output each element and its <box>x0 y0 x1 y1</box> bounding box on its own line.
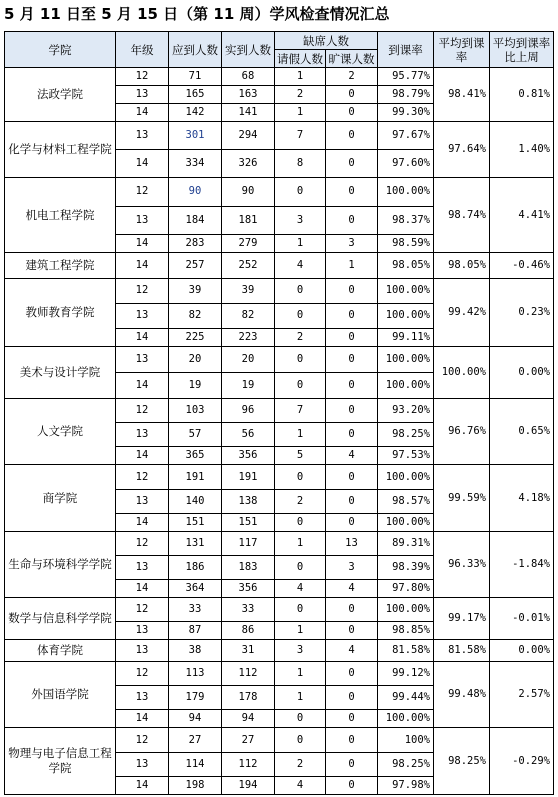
change-cell: -0.01% <box>490 597 554 639</box>
leave-cell: 4 <box>275 579 326 597</box>
actual-cell: 294 <box>222 122 275 150</box>
expected-cell: 57 <box>169 423 222 447</box>
header-grade: 年级 <box>116 32 169 68</box>
leave-cell: 0 <box>275 178 326 206</box>
rate-cell: 98.57% <box>378 489 434 513</box>
expected-cell: 198 <box>169 776 222 794</box>
expected-cell: 257 <box>169 252 222 278</box>
rate-cell: 100.00% <box>378 465 434 489</box>
truant-cell: 4 <box>326 447 378 465</box>
expected-cell: 191 <box>169 465 222 489</box>
actual-cell: 178 <box>222 686 275 710</box>
avg-rate-cell: 81.58% <box>434 640 490 662</box>
expected-cell: 20 <box>169 347 222 373</box>
leave-cell: 0 <box>275 513 326 531</box>
college-name-cell: 机电工程学院 <box>5 178 116 252</box>
expected-cell: 365 <box>169 447 222 465</box>
change-cell: 4.18% <box>490 465 554 531</box>
rate-cell: 93.20% <box>378 399 434 423</box>
leave-cell: 4 <box>275 776 326 794</box>
avg-rate-cell: 98.74% <box>434 178 490 252</box>
truant-cell: 0 <box>326 465 378 489</box>
grade-cell: 14 <box>116 328 169 346</box>
rate-cell: 100.00% <box>378 373 434 399</box>
rate-cell: 98.39% <box>378 555 434 579</box>
expected-cell: 27 <box>169 728 222 752</box>
expected-cell: 165 <box>169 86 222 104</box>
expected-cell: 82 <box>169 303 222 328</box>
grade-cell: 12 <box>116 662 169 686</box>
college-name-cell: 美术与设计学院 <box>5 347 116 399</box>
actual-cell: 33 <box>222 597 275 621</box>
avg-rate-cell: 97.64% <box>434 122 490 178</box>
actual-cell: 117 <box>222 531 275 555</box>
truant-cell: 0 <box>326 752 378 776</box>
actual-cell: 39 <box>222 278 275 303</box>
rate-cell: 97.53% <box>378 447 434 465</box>
college-name-cell: 物理与电子信息工程学院 <box>5 728 116 795</box>
truant-cell: 0 <box>326 710 378 728</box>
grade-cell: 12 <box>116 597 169 621</box>
leave-cell: 0 <box>275 278 326 303</box>
grade-cell: 13 <box>116 86 169 104</box>
truant-cell: 3 <box>326 555 378 579</box>
actual-cell: 96 <box>222 399 275 423</box>
rate-cell: 100.00% <box>378 278 434 303</box>
college-name-cell: 化学与材料工程学院 <box>5 122 116 178</box>
truant-cell: 0 <box>326 206 378 234</box>
attendance-table <box>4 31 554 795</box>
leave-cell: 5 <box>275 447 326 465</box>
truant-cell: 3 <box>326 234 378 252</box>
change-cell: 2.57% <box>490 662 554 728</box>
leave-cell: 1 <box>275 104 326 122</box>
grade-cell: 14 <box>116 710 169 728</box>
header-actual: 实到人数 <box>222 32 275 68</box>
grade-cell: 12 <box>116 531 169 555</box>
grade-cell: 12 <box>116 399 169 423</box>
grade-cell: 14 <box>116 150 169 178</box>
avg-rate-cell: 100.00% <box>434 347 490 399</box>
leave-cell: 0 <box>275 347 326 373</box>
change-cell: 0.65% <box>490 399 554 465</box>
table-row <box>5 465 554 489</box>
avg-rate-cell: 96.33% <box>434 531 490 597</box>
rate-cell: 98.37% <box>378 206 434 234</box>
table-row <box>5 531 554 555</box>
leave-cell: 0 <box>275 373 326 399</box>
actual-cell: 68 <box>222 68 275 86</box>
table-row <box>5 347 554 373</box>
expected-cell: 301 <box>169 122 222 150</box>
table-header <box>5 32 554 68</box>
actual-cell: 94 <box>222 710 275 728</box>
change-cell: -0.29% <box>490 728 554 795</box>
avg-rate-cell: 98.05% <box>434 252 490 278</box>
expected-cell: 334 <box>169 150 222 178</box>
college-name-cell: 生命与环境科学学院 <box>5 531 116 597</box>
truant-cell: 0 <box>326 373 378 399</box>
truant-cell: 0 <box>326 622 378 640</box>
truant-cell: 0 <box>326 104 378 122</box>
actual-cell: 112 <box>222 752 275 776</box>
leave-cell: 8 <box>275 150 326 178</box>
rate-cell: 100.00% <box>378 303 434 328</box>
truant-cell: 0 <box>326 686 378 710</box>
expected-cell: 39 <box>169 278 222 303</box>
leave-cell: 3 <box>275 640 326 662</box>
avg-rate-cell: 98.25% <box>434 728 490 795</box>
rate-cell: 97.80% <box>378 579 434 597</box>
truant-cell: 0 <box>326 423 378 447</box>
change-cell: 4.41% <box>490 178 554 252</box>
leave-cell: 2 <box>275 86 326 104</box>
change-cell: 0.81% <box>490 68 554 122</box>
rate-cell: 99.12% <box>378 662 434 686</box>
grade-cell: 14 <box>116 776 169 794</box>
table-row <box>5 399 554 423</box>
expected-cell: 131 <box>169 531 222 555</box>
header-expected: 应到人数 <box>169 32 222 68</box>
actual-cell: 252 <box>222 252 275 278</box>
grade-cell: 13 <box>116 752 169 776</box>
avg-rate-cell: 96.76% <box>434 399 490 465</box>
actual-cell: 138 <box>222 489 275 513</box>
leave-cell: 0 <box>275 710 326 728</box>
actual-cell: 20 <box>222 347 275 373</box>
truant-cell: 0 <box>326 303 378 328</box>
expected-cell: 364 <box>169 579 222 597</box>
grade-cell: 13 <box>116 622 169 640</box>
rate-cell: 81.58% <box>378 640 434 662</box>
grade-cell: 13 <box>116 303 169 328</box>
header-change: 平均到课率比上周 <box>490 32 554 68</box>
rate-cell: 100.00% <box>378 513 434 531</box>
expected-cell: 186 <box>169 555 222 579</box>
avg-rate-cell: 99.59% <box>434 465 490 531</box>
truant-cell: 0 <box>326 728 378 752</box>
leave-cell: 2 <box>275 489 326 513</box>
grade-cell: 12 <box>116 728 169 752</box>
rate-cell: 100.00% <box>378 710 434 728</box>
leave-cell: 1 <box>275 423 326 447</box>
actual-cell: 194 <box>222 776 275 794</box>
truant-cell: 0 <box>326 122 378 150</box>
grade-cell: 13 <box>116 686 169 710</box>
table-row <box>5 68 554 86</box>
grade-cell: 12 <box>116 178 169 206</box>
actual-cell: 19 <box>222 373 275 399</box>
leave-cell: 7 <box>275 399 326 423</box>
grade-cell: 12 <box>116 465 169 489</box>
leave-cell: 1 <box>275 234 326 252</box>
grade-cell: 13 <box>116 347 169 373</box>
attendance-table-container <box>4 31 553 795</box>
rate-cell: 95.77% <box>378 68 434 86</box>
rate-cell: 97.67% <box>378 122 434 150</box>
truant-cell: 2 <box>326 68 378 86</box>
rate-cell: 98.85% <box>378 622 434 640</box>
leave-cell: 1 <box>275 68 326 86</box>
truant-cell: 0 <box>326 328 378 346</box>
expected-cell: 38 <box>169 640 222 662</box>
expected-cell: 283 <box>169 234 222 252</box>
rate-cell: 97.98% <box>378 776 434 794</box>
grade-cell: 14 <box>116 234 169 252</box>
grade-cell: 12 <box>116 68 169 86</box>
avg-rate-cell: 99.17% <box>434 597 490 639</box>
college-name-cell: 商学院 <box>5 465 116 531</box>
table-row <box>5 640 554 662</box>
table-row <box>5 662 554 686</box>
expected-cell: 113 <box>169 662 222 686</box>
expected-cell: 225 <box>169 328 222 346</box>
rate-cell: 89.31% <box>378 531 434 555</box>
actual-cell: 183 <box>222 555 275 579</box>
rate-cell: 98.25% <box>378 423 434 447</box>
actual-cell: 356 <box>222 579 275 597</box>
rate-cell: 100.00% <box>378 178 434 206</box>
truant-cell: 0 <box>326 597 378 621</box>
truant-cell: 0 <box>326 489 378 513</box>
truant-cell: 0 <box>326 86 378 104</box>
expected-cell: 71 <box>169 68 222 86</box>
rate-cell: 98.25% <box>378 752 434 776</box>
rate-cell: 98.05% <box>378 252 434 278</box>
avg-rate-cell: 99.42% <box>434 278 490 346</box>
rate-cell: 98.79% <box>378 86 434 104</box>
expected-cell: 87 <box>169 622 222 640</box>
header-leave: 请假人数 <box>275 50 326 68</box>
expected-cell: 142 <box>169 104 222 122</box>
expected-cell: 140 <box>169 489 222 513</box>
college-name-cell: 教师教育学院 <box>5 278 116 346</box>
actual-cell: 181 <box>222 206 275 234</box>
grade-cell: 14 <box>116 513 169 531</box>
leave-cell: 4 <box>275 252 326 278</box>
truant-cell: 0 <box>326 278 378 303</box>
header-truant: 旷课人数 <box>326 50 378 68</box>
college-name-cell: 人文学院 <box>5 399 116 465</box>
expected-cell: 179 <box>169 686 222 710</box>
leave-cell: 1 <box>275 622 326 640</box>
truant-cell: 1 <box>326 252 378 278</box>
actual-cell: 141 <box>222 104 275 122</box>
leave-cell: 2 <box>275 752 326 776</box>
truant-cell: 0 <box>326 150 378 178</box>
header-absent: 缺席人数 <box>275 32 378 50</box>
grade-cell: 13 <box>116 640 169 662</box>
actual-cell: 86 <box>222 622 275 640</box>
table-body <box>5 68 554 795</box>
change-cell: 0.23% <box>490 278 554 346</box>
leave-cell: 1 <box>275 686 326 710</box>
table-row <box>5 178 554 206</box>
college-name-cell: 法政学院 <box>5 68 116 122</box>
change-cell: 0.00% <box>490 347 554 399</box>
change-cell: 1.40% <box>490 122 554 178</box>
expected-cell: 114 <box>169 752 222 776</box>
actual-cell: 191 <box>222 465 275 489</box>
actual-cell: 56 <box>222 423 275 447</box>
actual-cell: 112 <box>222 662 275 686</box>
expected-cell: 33 <box>169 597 222 621</box>
rate-cell: 100.00% <box>378 597 434 621</box>
leave-cell: 0 <box>275 555 326 579</box>
leave-cell: 1 <box>275 662 326 686</box>
grade-cell: 13 <box>116 555 169 579</box>
actual-cell: 31 <box>222 640 275 662</box>
truant-cell: 0 <box>326 776 378 794</box>
leave-cell: 0 <box>275 303 326 328</box>
college-name-cell: 外国语学院 <box>5 662 116 728</box>
leave-cell: 1 <box>275 531 326 555</box>
actual-cell: 356 <box>222 447 275 465</box>
grade-cell: 13 <box>116 423 169 447</box>
college-name-cell: 体育学院 <box>5 640 116 662</box>
grade-cell: 14 <box>116 104 169 122</box>
page-title: 5 月 11 日至 5 月 15 日（第 11 周）学风检查情况汇总 <box>4 5 390 23</box>
rate-cell: 100.00% <box>378 347 434 373</box>
grade-cell: 13 <box>116 122 169 150</box>
change-cell: -1.84% <box>490 531 554 597</box>
leave-cell: 2 <box>275 328 326 346</box>
actual-cell: 82 <box>222 303 275 328</box>
avg-rate-cell: 99.48% <box>434 662 490 728</box>
rate-cell: 99.44% <box>378 686 434 710</box>
expected-cell: 90 <box>169 178 222 206</box>
grade-cell: 13 <box>116 489 169 513</box>
rate-cell: 98.59% <box>378 234 434 252</box>
rate-cell: 99.30% <box>378 104 434 122</box>
expected-cell: 151 <box>169 513 222 531</box>
truant-cell: 0 <box>326 347 378 373</box>
actual-cell: 90 <box>222 178 275 206</box>
truant-cell: 4 <box>326 640 378 662</box>
college-name-cell: 建筑工程学院 <box>5 252 116 278</box>
actual-cell: 223 <box>222 328 275 346</box>
expected-cell: 94 <box>169 710 222 728</box>
actual-cell: 326 <box>222 150 275 178</box>
table-row <box>5 252 554 278</box>
change-cell: 0.00% <box>490 640 554 662</box>
header-college: 学院 <box>5 32 116 68</box>
header-rate: 到课率 <box>378 32 434 68</box>
truant-cell: 0 <box>326 513 378 531</box>
actual-cell: 27 <box>222 728 275 752</box>
actual-cell: 163 <box>222 86 275 104</box>
truant-cell: 0 <box>326 399 378 423</box>
actual-cell: 279 <box>222 234 275 252</box>
truant-cell: 4 <box>326 579 378 597</box>
rate-cell: 99.11% <box>378 328 434 346</box>
truant-cell: 0 <box>326 178 378 206</box>
grade-cell: 14 <box>116 579 169 597</box>
leave-cell: 0 <box>275 465 326 489</box>
truant-cell: 0 <box>326 662 378 686</box>
table-row <box>5 728 554 752</box>
table-row <box>5 597 554 621</box>
change-cell: -0.46% <box>490 252 554 278</box>
expected-cell: 19 <box>169 373 222 399</box>
grade-cell: 14 <box>116 373 169 399</box>
leave-cell: 3 <box>275 206 326 234</box>
leave-cell: 0 <box>275 597 326 621</box>
header-avg-rate: 平均到课率 <box>434 32 490 68</box>
grade-cell: 14 <box>116 252 169 278</box>
leave-cell: 7 <box>275 122 326 150</box>
rate-cell: 100% <box>378 728 434 752</box>
expected-cell: 103 <box>169 399 222 423</box>
grade-cell: 12 <box>116 278 169 303</box>
table-row <box>5 278 554 303</box>
leave-cell: 0 <box>275 728 326 752</box>
actual-cell: 151 <box>222 513 275 531</box>
college-name-cell: 数学与信息科学学院 <box>5 597 116 639</box>
grade-cell: 14 <box>116 447 169 465</box>
expected-cell: 184 <box>169 206 222 234</box>
rate-cell: 97.60% <box>378 150 434 178</box>
truant-cell: 13 <box>326 531 378 555</box>
grade-cell: 13 <box>116 206 169 234</box>
avg-rate-cell: 98.41% <box>434 68 490 122</box>
table-row <box>5 122 554 150</box>
